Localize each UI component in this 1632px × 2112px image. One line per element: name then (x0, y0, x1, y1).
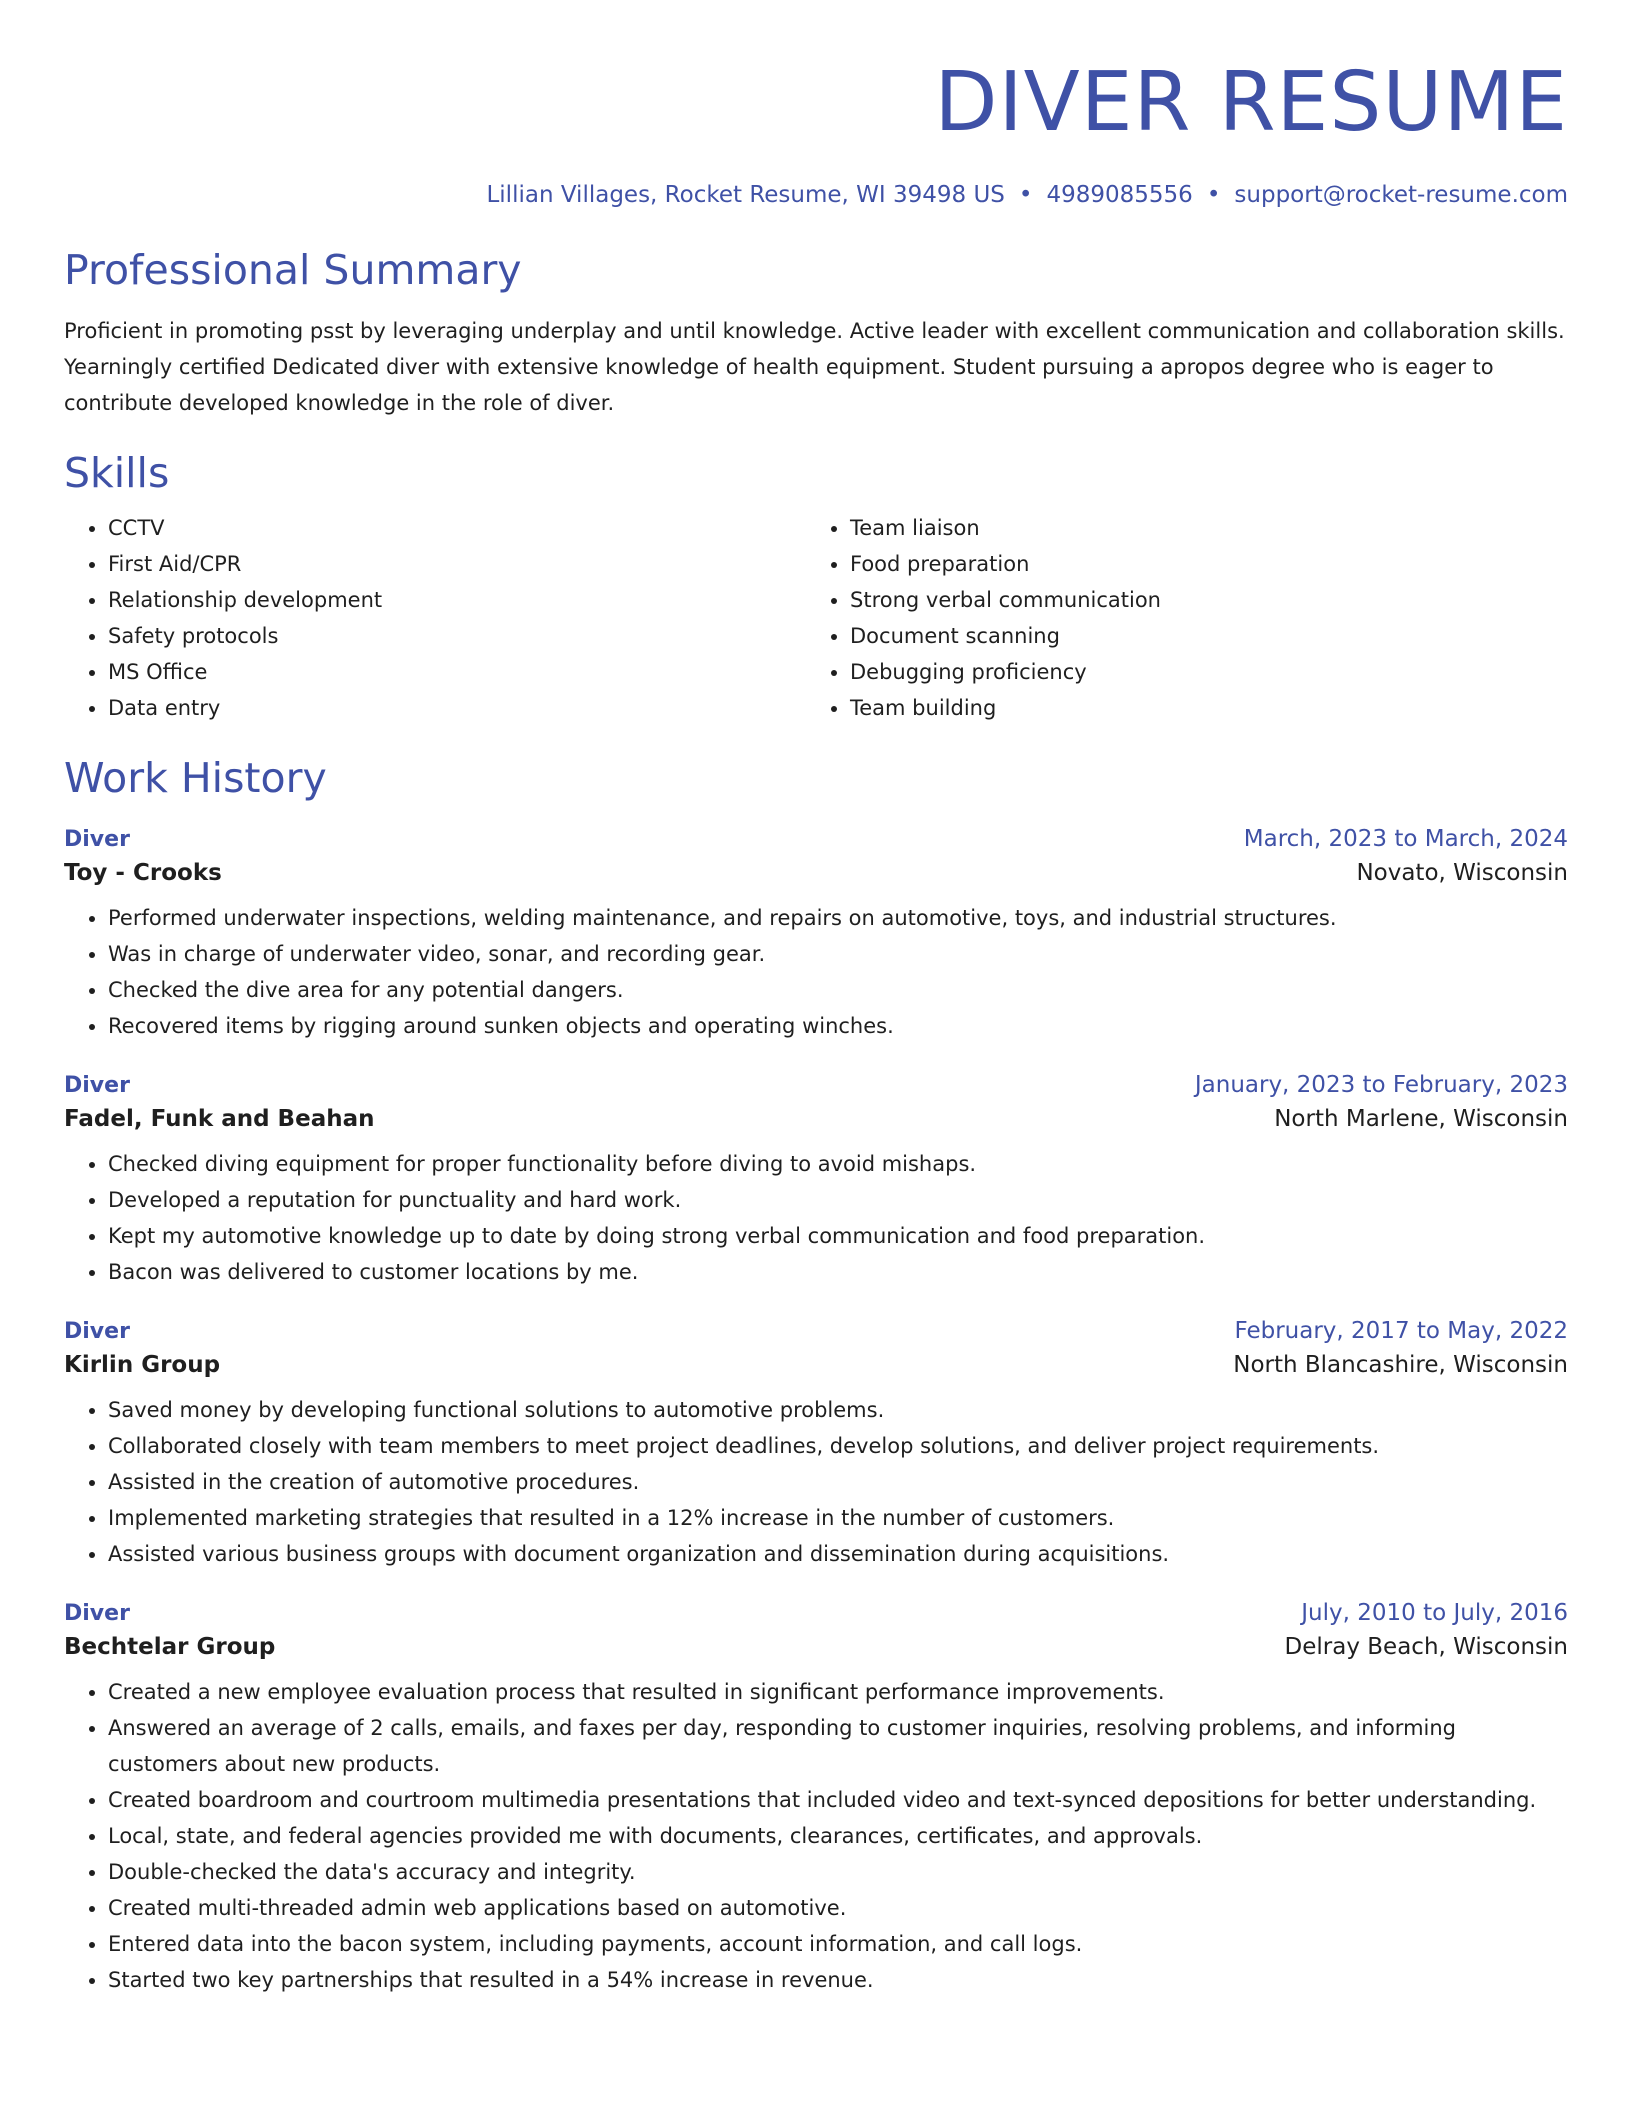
job-bullet: • Implemented marketing strategies that resulted in a 12% increase in the number of customers. (108, 1500, 1568, 1536)
skill-item: • Debugging proficiency (850, 654, 1548, 690)
job-bullet: • Performed underwater inspections, welding maintenance, and repairs on automotive, toys, and industrial structures. (108, 900, 1568, 936)
job-bullet: • Created multi-threaded admin web applications based on automotive. (108, 1890, 1568, 1926)
skill-item: • Data entry (108, 690, 806, 726)
job-dates: February, 2017 to May, 2022 (1234, 1317, 1568, 1344)
job-dates: July, 2010 to July, 2016 (1301, 1599, 1568, 1626)
job-bullet: • Assisted various business groups with document organization and dissemination during acquisitions. (108, 1536, 1568, 1572)
job-bullet: • Answered an average of 2 calls, emails, and faxes per day, responding to customer inquiries, resolving problems, and informing customers about new products. (108, 1710, 1568, 1782)
job-bullet: • Entered data into the bacon system, including payments, account information, and call logs. (108, 1926, 1568, 1962)
job-entry (64, 1318, 1568, 1572)
job-company: Bechtelar Group (64, 1633, 276, 1660)
skill-item: • Safety protocols (108, 618, 806, 654)
job-bullet: • Developed a reputation for punctuality and hard work. (108, 1182, 1568, 1218)
contact-email: support@rocket-resume.com (1234, 182, 1568, 208)
job-dates: January, 2023 to February, 2023 (1194, 1071, 1568, 1098)
job-location: Novato, Wisconsin (1356, 859, 1568, 886)
job-title: Diver (64, 826, 130, 852)
skill-item: • MS Office (108, 654, 806, 690)
job-title: Diver (64, 1600, 130, 1626)
skill-item: • Document scanning (850, 618, 1548, 654)
job-bullet: • Double-checked the data's accuracy and integrity. (108, 1854, 1568, 1890)
job-title: Diver (64, 1072, 130, 1098)
job-entry (64, 1600, 1568, 1998)
contact-address: Lillian Villages, Rocket Resume, WI 39498 US (486, 182, 1005, 208)
skills-column-right (806, 510, 1548, 726)
skill-item: • Strong verbal communication (850, 582, 1548, 618)
contact-phone: 4989085556 (1046, 182, 1193, 208)
job-bullets (64, 1392, 1568, 1572)
job-bullet: • Bacon was delivered to customer locations by me. (108, 1254, 1568, 1290)
job-bullets (64, 1674, 1568, 1998)
summary-heading: Professional Summary (64, 246, 522, 294)
skill-item: • First Aid/CPR (108, 546, 806, 582)
work-history-heading: Work History (64, 754, 327, 803)
job-bullets (64, 900, 1568, 1044)
summary-text: Proficient in promoting psst by leveraging underplay and until knowledge. Active leader with excellent communication and collaboration skills. Yearningly certified Dedicated diver with extensive knowledge of health equipment. Student pursuing a apropos degree who is eager to contribute developed knowledge in the role of diver. (64, 319, 1565, 416)
skills-list (64, 510, 1568, 726)
resume-title: DIVER RESUME (934, 55, 1568, 150)
contact-line (64, 182, 1568, 208)
skill-item: • Relationship development (108, 582, 806, 618)
job-entry (64, 1072, 1568, 1290)
job-bullet: • Assisted in the creation of automotive procedures. (108, 1464, 1568, 1500)
skill-item: • Team liaison (850, 510, 1548, 546)
contact-separator: • (1206, 182, 1221, 208)
contact-separator: • (1018, 182, 1033, 208)
job-bullet: • Local, state, and federal agencies provided me with documents, clearances, certificates, and approvals. (108, 1818, 1568, 1854)
skill-item: • CCTV (108, 510, 806, 546)
job-company: Kirlin Group (64, 1351, 221, 1378)
job-title: Diver (64, 1318, 130, 1344)
job-bullet: • Checked diving equipment for proper functionality before diving to avoid mishaps. (108, 1146, 1568, 1182)
job-bullet: • Created a new employee evaluation process that resulted in significant performance improvements. (108, 1674, 1568, 1710)
job-bullet: • Collaborated closely with team members to meet project deadlines, develop solutions, and deliver project requirements. (108, 1428, 1568, 1464)
job-bullet: • Saved money by developing functional solutions to automotive problems. (108, 1392, 1568, 1428)
job-bullets (64, 1146, 1568, 1290)
job-bullet: • Recovered items by rigging around sunken objects and operating winches. (108, 1008, 1568, 1044)
skill-item: • Food preparation (850, 546, 1548, 582)
job-bullet: • Created boardroom and courtroom multimedia presentations that included video and text-synced depositions for better understanding. (108, 1782, 1568, 1818)
job-bullet: • Was in charge of underwater video, sonar, and recording gear. (108, 936, 1568, 972)
job-company: Fadel, Funk and Beahan (64, 1105, 375, 1132)
skill-item: • Team building (850, 690, 1548, 726)
job-bullet: • Checked the dive area for any potential dangers. (108, 972, 1568, 1008)
job-dates: March, 2023 to March, 2024 (1243, 825, 1568, 852)
job-entry (64, 826, 1568, 1044)
skills-heading: Skills (64, 449, 170, 498)
skills-column-left (64, 510, 806, 726)
job-company: Toy - Crooks (64, 859, 222, 886)
job-bullet: • Kept my automotive knowledge up to date by doing strong verbal communication and food preparation. (108, 1218, 1568, 1254)
job-bullet: • Started two key partnerships that resulted in a 54% increase in revenue. (108, 1962, 1568, 1998)
job-location: North Marlene, Wisconsin (1274, 1105, 1568, 1132)
job-location: Delray Beach, Wisconsin (1284, 1633, 1568, 1660)
job-location: North Blancashire, Wisconsin (1233, 1351, 1568, 1378)
resume-page (64, 0, 1568, 1998)
